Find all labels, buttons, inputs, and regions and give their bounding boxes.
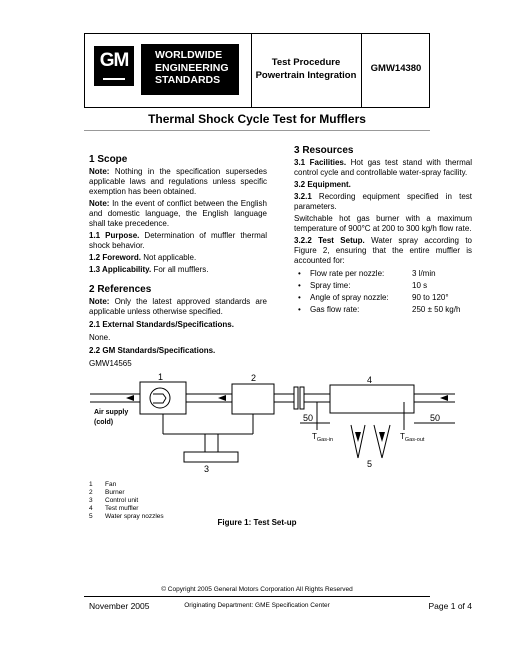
legend-item: 5 Water spray nozzles — [89, 513, 164, 520]
air-supply-label: Air supply — [94, 409, 129, 416]
air-supply-sublabel: (cold) — [94, 419, 114, 426]
procedure-type: Test Procedure — [271, 57, 341, 68]
standards-line-2: ENGINEERING — [155, 61, 229, 74]
control-unit-box — [184, 452, 238, 462]
gm-logo — [94, 46, 134, 86]
legend-item: 1 Fan — [89, 481, 117, 488]
legend-item: 4 Test muffler — [89, 505, 139, 512]
list-item: • Spray time: 10 s — [298, 281, 428, 290]
title-divider — [84, 130, 430, 131]
right-column — [294, 146, 472, 317]
external-standards-text: None. — [89, 333, 111, 342]
standards-badge — [141, 44, 239, 95]
external-standards-heading: 2.1 External Standards/Specifications. — [89, 320, 234, 329]
fan-icon — [150, 388, 170, 408]
dimension-right: 50 — [430, 413, 441, 423]
header-procedure-cell — [251, 34, 362, 107]
footer-page-number: Page 1 of 4 — [428, 601, 472, 611]
list-item: • Angle of spray nozzle: 90 to 120° — [298, 293, 449, 302]
list-item: • Gas flow rate: 250 ± 50 kg/h — [298, 305, 461, 314]
label-muffler-number: 4 — [367, 375, 373, 385]
equipment-heading: 3.2 Equipment. — [294, 180, 351, 189]
left-column — [89, 155, 267, 369]
label-fan-number: 1 — [158, 372, 164, 382]
gm-standards-heading: 2.2 GM Standards/Specifications. — [89, 346, 216, 355]
purpose-paragraph: 1.1 Purpose. Determination of muffler thermal shock behavior. — [89, 231, 267, 250]
label-control-number: 3 — [204, 464, 210, 474]
resources-heading: 3 Resources — [294, 145, 354, 156]
temp-in-label: $T_{Gas-in}$ — [312, 432, 334, 443]
recording-paragraph: 3.2.1 Recording equipment specified in test parameters. — [294, 192, 472, 211]
figure-legend — [89, 481, 164, 521]
foreword-paragraph: 1.2 Foreword. Not applicable. — [89, 253, 197, 262]
burner-paragraph: Switchable hot gas burner with a maximum temperature of 900°C at 200 to 300 kg/h flow rate. — [294, 214, 472, 233]
note-laws: Note: Nothing in the specification supersedes applicable laws and regulations unless specific exemption has been obtained. — [89, 167, 267, 196]
applicability-paragraph: 1.3 Applicability. For all mufflers. — [89, 265, 209, 274]
flange — [294, 387, 298, 409]
footer-date: November 2005 — [89, 601, 150, 611]
document-header — [84, 33, 430, 108]
fan-box — [140, 382, 186, 414]
facilities-paragraph: 3.1 Facilities. Hot gas test stand with thermal control cycle and controllable water-spray facility. — [294, 158, 472, 177]
gm-logo-text: GM — [99, 50, 129, 71]
header-docnum-cell — [362, 34, 430, 107]
setup-paragraph: 3.2.2 Test Setup. Water spray according to Figure 2, ensuring that the entire muffler is accounted for: — [294, 236, 472, 265]
footer-divider — [84, 596, 430, 597]
nozzle-icon — [379, 432, 385, 442]
gm-standards-text: GMW14565 — [89, 359, 132, 368]
document-title: Thermal Shock Cycle Test for Mufflers — [148, 112, 366, 126]
dimension-left: 50 — [303, 413, 314, 423]
burner-box — [232, 384, 274, 414]
label-nozzle-number: 5 — [367, 459, 373, 469]
document-number: GMW14380 — [370, 63, 422, 74]
header-brand-cell — [85, 34, 252, 107]
copyright-notice: © Copyright 2005 General Motors Corporation All Rights Reserved — [161, 586, 353, 593]
procedure-area: Powertrain Integration — [255, 70, 357, 81]
label-burner-number: 2 — [251, 373, 257, 383]
temp-out-label: $T_{Gas-out}$ — [400, 432, 425, 443]
list-item: • Flow rate per nozzle: 3 l/min — [298, 269, 436, 278]
parameter-list — [294, 269, 472, 317]
note-standards: Note: Only the latest approved standards are applicable unless otherwise specified. — [89, 297, 267, 316]
note-language: Note: In the event of conflict between the English and domestic language, the English language shall take precedence. — [89, 199, 267, 228]
test-setup-diagram — [0, 370, 510, 480]
scope-heading: 1 Scope — [89, 154, 128, 165]
legend-item: 2 Burner — [89, 489, 125, 496]
muffler-box — [330, 385, 414, 413]
figure-caption: Figure 1: Test Set-up — [217, 518, 297, 527]
legend-item: 3 Control unit — [89, 497, 139, 504]
standards-line-3: STANDARDS — [155, 74, 221, 86]
standards-line-1: WORLDWIDE — [155, 49, 223, 61]
references-heading: 2 References — [89, 284, 152, 295]
footer-department: Originating Department: GME Specification Center — [184, 602, 330, 609]
nozzle-icon — [355, 432, 361, 442]
